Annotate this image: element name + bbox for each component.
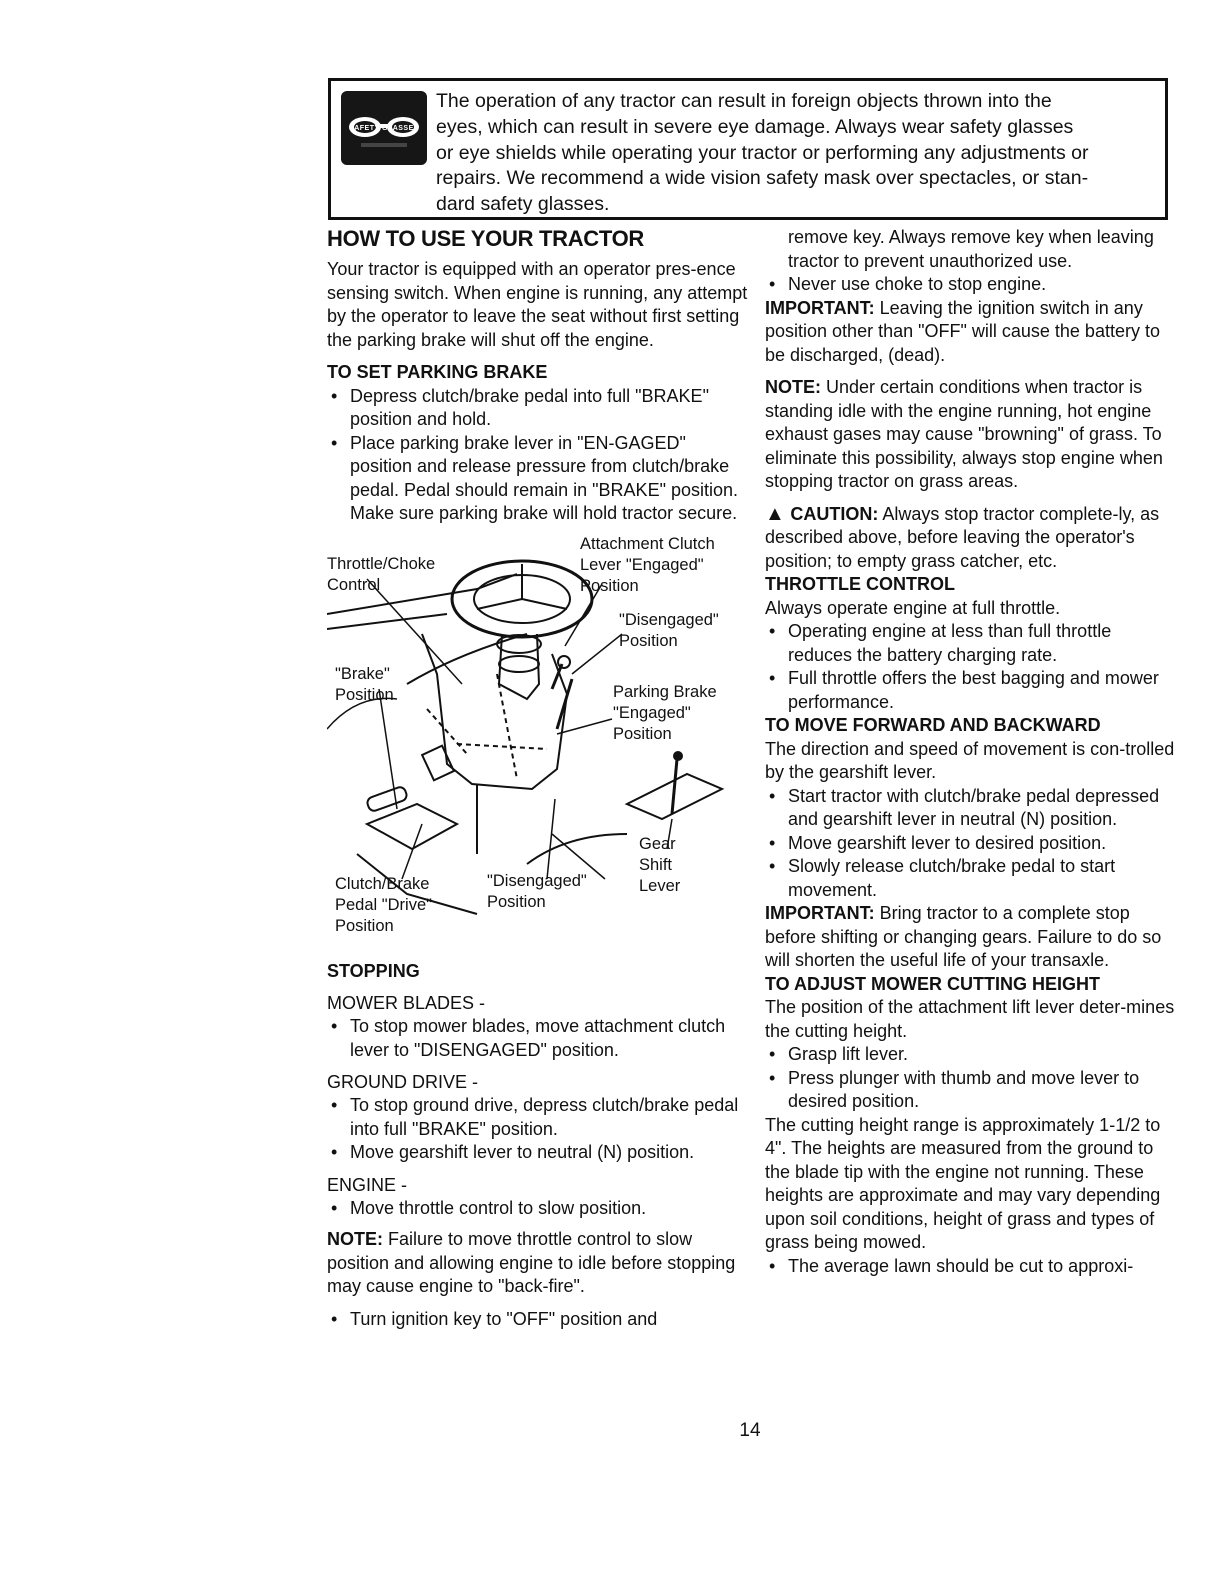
- list-item: • Full throttle offers the best bagging and mower performance.: [765, 667, 1177, 714]
- browning-note: [765, 376, 1177, 494]
- parking-brake-list: [327, 385, 752, 526]
- list-item: • Move gearshift lever to neutral (N) position.: [327, 1141, 752, 1165]
- important-label: IMPORTANT:: [765, 903, 875, 923]
- caution-paragraph: [765, 503, 1177, 574]
- section-title: HOW TO USE YOUR TRACTOR: [327, 226, 645, 251]
- safety-glasses-icon: [341, 91, 427, 165]
- stopping-note: [327, 1228, 752, 1299]
- move-heading: TO MOVE FORWARD AND BACKWARD: [765, 715, 1101, 735]
- caution-text: Always stop tractor complete-ly, as described above, before leaving the operator's position; to empty grass catcher, etc.: [765, 503, 1160, 571]
- disengaged-label-top: "Disengaged" Position: [619, 610, 719, 650]
- warning-line: repairs. We recommend a wide vision safety mask over spectacles, or stan-: [436, 167, 1089, 190]
- adjust-text: The position of the attachment lift lever deter-mines the cutting height.: [765, 997, 1175, 1041]
- adjust-list: [765, 1043, 1177, 1114]
- stopping-heading: STOPPING: [327, 960, 420, 981]
- important-ignition: [765, 297, 1177, 368]
- list-item: • The average lawn should be cut to approxi-: [765, 1255, 1177, 1279]
- list-item: • To stop ground drive, depress clutch/brake pedal into full "BRAKE" position.: [327, 1094, 752, 1141]
- list-item: • Operating engine at less than full throttle reduces the battery charging rate.: [765, 620, 1177, 667]
- attachment-clutch-label: Attachment Clutch Lever "Engaged" Position: [580, 534, 715, 595]
- range-text: The cutting height range is approximately 1-1/2 to 4". The heights are measured from the ground to the blade tip with the engine not running. These heights are approximate and may vary depending upon soil conditions, height of grass and types of grass being mowed.: [765, 1114, 1161, 1252]
- choke-list: [765, 273, 1177, 297]
- page-number: 14: [739, 1420, 761, 1441]
- list-item: • Move gearshift lever to desired position.: [765, 832, 1177, 856]
- continuation-paragraph: remove key. Always remove key when leaving tractor to prevent unauthorized use.: [788, 227, 1154, 271]
- important-label: IMPORTANT:: [765, 297, 875, 318]
- left-column: [327, 225, 752, 1339]
- throttle-text: Always operate engine at full throttle.: [765, 597, 1061, 618]
- warning-line: dard safety glasses.: [436, 193, 610, 216]
- mower-blades-heading: MOWER BLADES -: [327, 993, 486, 1013]
- caution-label: CAUTION:: [790, 503, 879, 524]
- list-item: • To stop mower blades, move attachment clutch lever to "DISENGAGED" position.: [327, 1015, 752, 1062]
- list-item: • Depress clutch/brake pedal into full "BRAKE" position and hold.: [327, 385, 752, 432]
- warning-line: The operation of any tractor can result in foreign objects thrown into the: [436, 90, 1052, 112]
- disengaged-label-bottom: "Disengaged" Position: [487, 871, 587, 911]
- note-text: Under certain conditions when tractor is standing idle with the engine running, hot engine exhaust gases may cause "browning" of grass. To eliminate this possibility, always stop engine when stopping tractor on grass areas.: [765, 377, 1163, 491]
- lawn-list: [765, 1255, 1177, 1279]
- list-item: • Place parking brake lever in "EN-GAGED" position and release pressure from clutch/brake pedal. Pedal should remain in "BRAKE" position. Make sure parking brake will hold tractor secure.: [327, 432, 752, 526]
- throttle-choke-label: Throttle/Choke Control: [327, 554, 436, 594]
- warning-line: eyes, which can result in severe eye damage. Always wear safety glasses: [436, 115, 1074, 138]
- list-item: • Turn ignition key to "OFF" position and: [327, 1308, 752, 1332]
- list-item: • Slowly release clutch/brake pedal to start movement.: [765, 855, 1177, 902]
- right-column: [765, 226, 1177, 1286]
- important-text: Bring tractor to a complete stop before shifting or changing gears. Failure to do so will shorten the useful life of your transaxle.: [765, 903, 1162, 970]
- adjust-heading: TO ADJUST MOWER CUTTING HEIGHT: [765, 973, 1100, 994]
- note-label: NOTE:: [765, 377, 821, 397]
- note-text: Failure to move throttle control to slow position and allowing engine to idle before stopping may cause engine to "back-fire".: [327, 1229, 736, 1296]
- warning-line: or eye shields while operating your tractor or performing any adjustments or: [436, 141, 1089, 164]
- list-item: • Press plunger with thumb and move lever to desired position.: [765, 1067, 1177, 1114]
- move-text: The direction and speed of movement is con-trolled by the gearshift lever.: [765, 738, 1175, 782]
- important-gears: [765, 902, 1177, 973]
- list-item: • Start tractor with clutch/brake pedal depressed and gearshift lever in neutral (N) position.: [765, 785, 1177, 832]
- throttle-list: [765, 620, 1177, 714]
- important-text: Leaving the ignition switch in any position other than "OFF" will cause the battery to be discharged, (dead).: [765, 297, 1160, 365]
- note-label: NOTE:: [327, 1229, 383, 1249]
- ignition-list: [327, 1308, 752, 1332]
- mower-blades-list: [327, 1015, 752, 1062]
- caution-triangle-icon: ▲: [765, 502, 791, 525]
- safety-warning-box: [328, 78, 1168, 220]
- parking-brake-heading: TO SET PARKING BRAKE: [327, 362, 548, 382]
- icon-label: SAFETY GLASSES: [349, 125, 419, 132]
- gear-shift-label: Gear Shift Lever: [639, 834, 681, 895]
- list-item: • Move throttle control to slow position.: [327, 1197, 752, 1221]
- throttle-control-heading: THROTTLE CONTROL: [765, 574, 955, 594]
- clutch-brake-label: Clutch/Brake Pedal "Drive" Position: [335, 874, 433, 935]
- tractor-controls-figure: [327, 534, 757, 954]
- intro-paragraph: Your tractor is equipped with an operator pres-ence sensing switch. When engine is running, any attempt by the operator to leave the seat without first setting the parking brake will shut off the engine.: [327, 259, 748, 350]
- parking-brake-label: Parking Brake "Engaged" Position: [613, 682, 717, 743]
- list-item: • Grasp lift lever.: [765, 1043, 1177, 1067]
- ground-drive-list: [327, 1094, 752, 1165]
- list-item: • Never use choke to stop engine.: [765, 273, 1177, 297]
- engine-list: [327, 1197, 752, 1221]
- brake-position-label: "Brake" Position: [335, 664, 394, 704]
- engine-heading: ENGINE -: [327, 1174, 408, 1195]
- ground-drive-heading: GROUND DRIVE -: [327, 1072, 479, 1092]
- move-list: [765, 785, 1177, 903]
